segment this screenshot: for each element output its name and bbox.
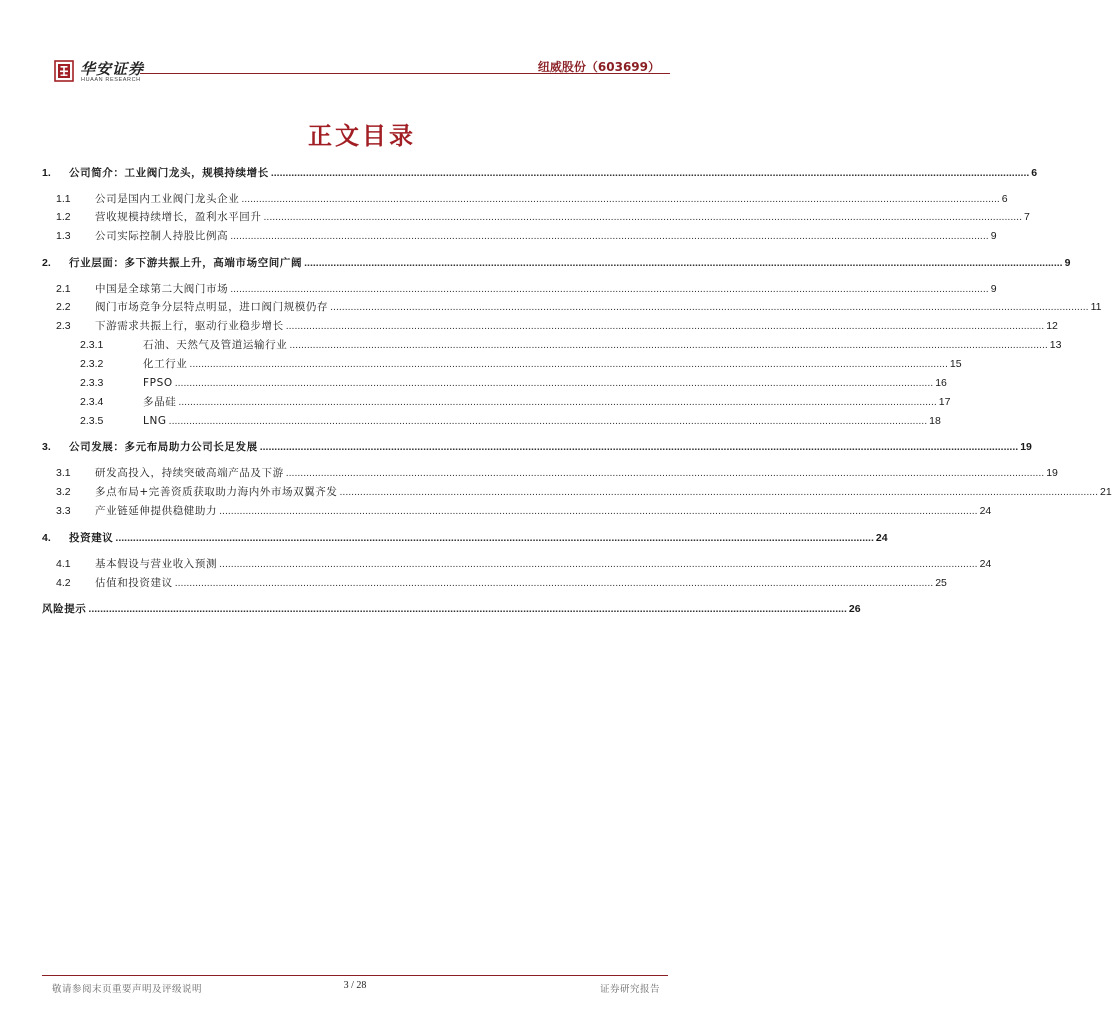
toc-dot-leader: .................................................................................................................................................................................................................................................................... (230, 230, 989, 242)
toc-entry-page: 24 (875, 532, 888, 544)
toc-entry-page: 26 (848, 603, 861, 615)
toc-entry-title: FPSO (143, 377, 173, 389)
toc-entry-title: 公司发展：多元布局助力公司长足发展 (69, 441, 258, 453)
toc-dot-leader: .................................................................................................................................................................................................................................................................... (339, 486, 1098, 498)
toc-entry-page: 16 (935, 377, 947, 389)
toc-dot-leader: .................................................................................................................................................................................................................................................................... (115, 532, 874, 544)
page-footer (42, 975, 668, 995)
footer-divider (42, 975, 668, 976)
toc-entry-page: 24 (979, 558, 992, 570)
toc-entry-page: 15 (949, 358, 962, 370)
toc-entry-title: 风险提示 (42, 603, 87, 615)
toc-entry[interactable] (56, 319, 1058, 333)
toc-entry-page: 13 (1049, 339, 1062, 351)
toc-entry[interactable] (80, 357, 962, 371)
toc-entry[interactable] (42, 166, 1038, 180)
toc-entry-number: 4. (42, 532, 51, 544)
toc-dot-leader: .................................................................................................................................................................................................................................................................... (189, 358, 948, 370)
toc-entry-number: 2.1 (56, 283, 71, 295)
toc-entry[interactable] (80, 395, 951, 409)
toc-dot-leader: .................................................................................................................................................................................................................................................................... (219, 505, 978, 517)
toc-entry-title: 下游需求共振上行，驱动行业稳步增长 (95, 320, 284, 332)
toc-entry-number: 1.2 (56, 211, 71, 223)
toc-entry-title: 石油、天然气及管道运输行业 (143, 339, 288, 351)
toc-entry-title: 化工行业 (143, 358, 188, 370)
toc-entry[interactable] (56, 282, 997, 296)
toc-dot-leader: .................................................................................................................................................................................................................................................................... (241, 193, 1000, 205)
logo-wordmark-cn: 华安证券 (80, 60, 145, 78)
toc-entry[interactable] (80, 414, 941, 428)
toc-dot-leader: .................................................................................................................................................................................................................................................................... (263, 211, 1022, 223)
toc-dot-leader: .................................................................................................................................................................................................................................................................... (330, 301, 1089, 313)
page-indicator: 3 / 28 (343, 980, 367, 991)
logo-wordmark-en: HUAAN RESEARCH (81, 77, 141, 83)
toc-entry[interactable] (56, 576, 947, 590)
toc-entry-title: LNG (143, 415, 167, 427)
company-name: 纽威股份（603699） (537, 60, 660, 74)
toc-entry-number: 1. (42, 167, 51, 179)
toc-entry[interactable] (56, 229, 997, 243)
toc-entry-page: 9 (1064, 257, 1071, 269)
toc-dot-leader: .................................................................................................................................................................................................................................................................... (219, 558, 978, 570)
toc-entry-title: 产业链延伸提供稳健助力 (95, 505, 218, 517)
toc-entry-number: 2.3.2 (80, 358, 104, 370)
toc-dot-leader: .................................................................................................................................................................................................................................................................... (168, 415, 928, 427)
toc-entry-title: 行业层面：多下游共振上升，高端市场空间广阔 (69, 257, 303, 269)
toc-entry-page: 9 (990, 283, 997, 295)
toc-entry[interactable] (56, 466, 1058, 480)
toc-entry-number: 2.3.5 (80, 415, 104, 427)
toc-entry-number: 2.3 (56, 320, 71, 332)
toc-dot-leader: .................................................................................................................................................................................................................................................................... (270, 167, 1030, 179)
toc-entry-number: 2.3.3 (80, 377, 104, 389)
toc-dot-leader: .................................................................................................................................................................................................................................................................... (285, 467, 1045, 479)
toc-dot-leader: .................................................................................................................................................................................................................................................................... (88, 603, 847, 615)
toc-entry[interactable] (56, 504, 992, 518)
toc-entry-title: 多点布局+完善资质获取助力海内外市场双翼齐发 (95, 486, 338, 498)
toc-entry-number: 4.1 (56, 558, 71, 570)
toc-entry[interactable] (56, 557, 992, 571)
toc-entry-number: 1.3 (56, 230, 71, 242)
toc-entry[interactable] (42, 256, 1071, 270)
toc-entry-page: 6 (1001, 193, 1008, 205)
toc-entry-page: 7 (1023, 211, 1030, 223)
toc-dot-leader: .................................................................................................................................................................................................................................................................... (259, 441, 1019, 453)
toc-entry-number: 3.2 (56, 486, 71, 498)
toc-entry[interactable] (56, 300, 1102, 314)
toc-title: 正文目录 (308, 122, 416, 150)
toc-entry-title: 营收规模持续增长，盈利水平回升 (95, 211, 262, 223)
report-type: 证券研究报告 (599, 984, 660, 995)
toc-entry-title: 估值和投资建议 (95, 577, 173, 589)
toc-entry-page: 9 (990, 230, 997, 242)
toc-entry-number: 2.3.4 (80, 396, 104, 408)
toc-entry-number: 3. (42, 441, 51, 453)
toc-entry-title: 阀门市场竞争分层特点明显，进口阀门规模仍存 (95, 301, 329, 313)
toc-entry-page: 12 (1046, 320, 1058, 332)
toc-entry-number: 2.3.1 (80, 339, 104, 351)
toc-entry-page: 19 (1020, 441, 1032, 453)
toc-entry-title: 公司实际控制人持股比例高 (95, 230, 229, 242)
toc-entry-title: 投资建议 (69, 532, 114, 544)
toc-entry[interactable] (42, 531, 888, 545)
toc-entry[interactable] (80, 338, 1062, 352)
toc-entry-page: 17 (938, 396, 951, 408)
toc-dot-leader: .................................................................................................................................................................................................................................................................... (174, 377, 934, 389)
toc-entry[interactable] (56, 485, 1112, 499)
toc-entry-number: 1.1 (56, 193, 71, 205)
toc-entry-title: 公司是国内工业阀门龙头企业 (95, 193, 240, 205)
page-header (52, 56, 670, 86)
huaan-logo-icon (54, 60, 74, 82)
toc-dot-leader: .................................................................................................................................................................................................................................................................... (230, 283, 989, 295)
toc-entry[interactable] (42, 440, 1032, 454)
toc-entry-number: 3.1 (56, 467, 71, 479)
toc-entry-title: 中国是全球第二大阀门市场 (95, 283, 229, 295)
toc-entry-number: 2.2 (56, 301, 71, 313)
toc-dot-leader: .................................................................................................................................................................................................................................................................... (285, 320, 1045, 332)
toc-entry-title: 基本假设与营业收入预测 (95, 558, 218, 570)
toc-entry-page: 11 (1090, 301, 1102, 313)
toc-entry-number: 4.2 (56, 577, 71, 589)
toc-entry-page: 6 (1031, 167, 1038, 179)
toc-entry-title: 研发高投入，持续突破高端产品及下游 (95, 467, 284, 479)
toc-entry-page: 18 (929, 415, 941, 427)
toc-entry-title: 公司简介：工业阀门龙头，规模持续增长 (69, 167, 269, 179)
toc-entry[interactable] (80, 376, 947, 390)
toc-entry[interactable] (56, 192, 1008, 206)
toc-entry-page: 19 (1046, 467, 1058, 479)
toc-dot-leader: .................................................................................................................................................................................................................................................................... (304, 257, 1063, 269)
toc-dot-leader: .................................................................................................................................................................................................................................................................... (178, 396, 937, 408)
toc-entry-number: 3.3 (56, 505, 71, 517)
toc-entry-number: 2. (42, 257, 51, 269)
toc-entry-page: 24 (979, 505, 992, 517)
toc-dot-leader: .................................................................................................................................................................................................................................................................... (289, 339, 1048, 351)
toc-dot-leader: .................................................................................................................................................................................................................................................................... (174, 577, 934, 589)
toc-entry-title: 多晶硅 (143, 396, 177, 408)
toc-entry[interactable] (42, 602, 861, 616)
toc-entry-page: 25 (935, 577, 947, 589)
footer-disclaimer: 敬请参阅末页重要声明及评级说明 (52, 984, 203, 995)
toc-entry-page: 21 (1099, 486, 1112, 498)
toc-entry[interactable] (56, 210, 1030, 224)
